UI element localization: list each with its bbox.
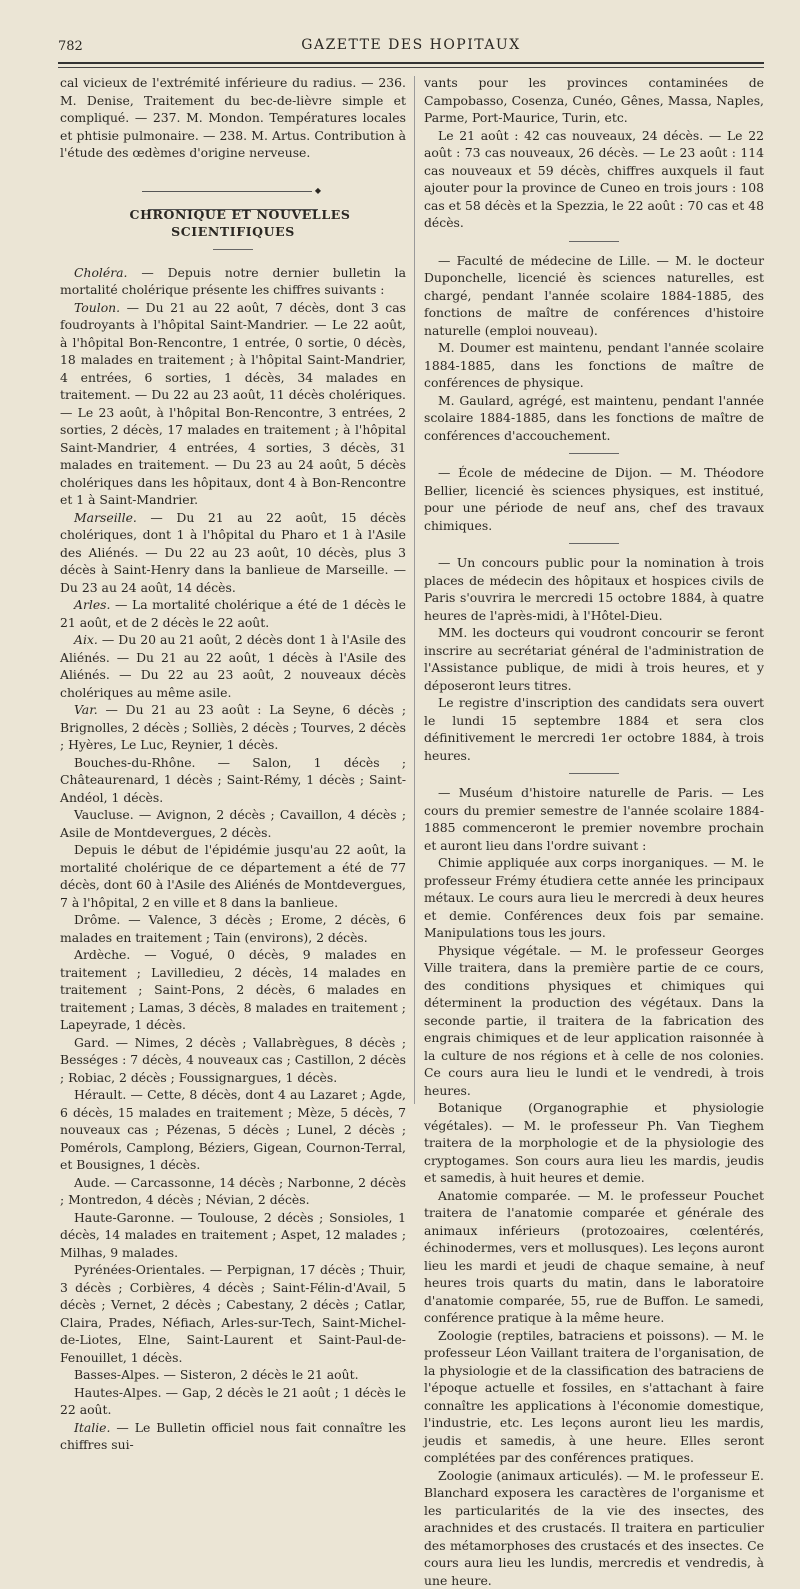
doumer-paragraph: M. Doumer est maintenu, pendant l'année scolaire 1884-1885, dans les fonctions de maître de conférences de physique. [424,339,764,392]
right-column [424,74,764,1104]
marseille-label: Marseille. [74,510,137,525]
depuis-paragraph: Depuis le début de l'épidémie jusqu'au 22 août, la mortalité cholérique de ce département a été de 77 décès, dont 60 à l'Asile des Aliénés de Montdevergues, 7 à l'hôpital, 2 en ville et 8 dans la banlieue. [60,841,406,911]
hautes-alpes-paragraph: Hautes-Alpes. — Gap, 2 décès le 21 août ; 1 décès le 22 août. [60,1384,406,1419]
journal-title: GAZETTE DES HOPITAUX [58,37,764,53]
aix-label: Aix. [74,632,98,647]
header-rule-thin [58,67,764,68]
lille-paragraph: — Faculté de médecine de Lille. — M. le docteur Duponchelle, licencié ès sciences naturelles, est chargé, pendant l'année scolaire 1884-1885, des fonctions de maître de conférences d'histoire naturelle (emploi nouveau). [424,252,764,340]
zoologie-articules-paragraph: Zoologie (animaux articulés). — M. le professeur E. Blanchard exposera les caractères de l'organisme et les particularités de la vie des insectes, des arachnides et des crustacés. Il traitera en particulier des métamorphoses des crustacés et des insectes. Ce cours aura lieu les lundis, mercredis et vendredis, à une heure. [424,1467,764,1589]
toulon-label: Toulon. [74,300,120,315]
physique-vegetale-paragraph: Physique végétale. — M. le professeur Georges Ville traitera, dans la première partie de ce cours, des conditions physiques et chimiques qui déterminent la production des végétaux. Dans la seconde partie, il traitera de la fabrication des engrais chimiques et de leur application raisonnée à la culture de nos régions et à celle de nos colonies. Ce cours aura lieu le lundi et le vendredi, à trois heures. [424,942,764,1100]
news-separator [569,543,619,544]
gard-paragraph: Gard. — Nimes, 2 décès ; Vallabrègues, 8 décès ; Bességes : 7 décès, 4 nouveaux cas ; Castillon, 2 décès ; Robiac, 2 décès ; Foussignargues, 1 décès. [60,1034,406,1087]
column-divider [414,76,415,1104]
ardeche-paragraph: Ardèche. — Vogué, 0 décès, 9 malades en traitement ; Lavilledieu, 2 décès, 14 malades en traitement ; Saint-Pons, 2 décès, 6 malades en traitement ; Lamas, 3 décès, 8 malades en traitement ; Lapeyrade, 1 décès. [60,946,406,1034]
italie-label: Italie. [74,1420,110,1435]
botanique-paragraph: Botanique (Organographie et physiologie végétales). — M. le professeur Ph. Van Tieghem traitera de la morphologie et de la physiologie des cryptogames. Son cours aura lieu les mardis, jeudis et samedis, à huit heures et demie. [424,1099,764,1187]
news-separator [569,773,619,774]
page-header [58,34,764,58]
chimie-paragraph: Chimie appliquée aux corps inorganiques. — M. le professeur Frémy étudiera cette année les principaux métaux. Le cours aura lieu le mercredi à deux heures et demie. Conférences deux fois par semaine. Manipulations tous les jours. [424,854,764,942]
news-separator [569,241,619,242]
basses-alpes-paragraph: Basses-Alpes. — Sisteron, 2 décès le 21 août. [60,1366,406,1384]
concours-paragraph: — Un concours public pour la nomination à trois places de médecin des hôpitaux et hospices civils de Paris s'ouvrira le mercredi 15 octobre 1884, à quatre heures de l'après-midi, à l'Hôtel-Dieu. [424,554,764,624]
aix-paragraph: Aix. — Du 20 au 21 août, 2 décès dont 1 à l'Asile des Aliénés. — Du 21 au 22 août, 1 décès à l'Asile des Aliénés. — Du 22 au 23 août, 2 nouveaux décès cholériques au même asile. [60,631,406,701]
toulon-paragraph: Toulon. — Du 21 au 22 août, 7 décès, dont 3 cas foudroyants à l'hôpital Saint-Mandrier. — Le 22 août, à l'hôpital Bon-Rencontre, 1 entrée, 0 sortie, 0 décès, 18 malades en traitement ; à l'hôpital Saint-Mandrier, 4 entrées, 6 sorties, 1 décès, 34 malades en traitement. — Du 22 au 23 août, 11 décès cholériques. — Le 23 août, à l'hôpital Bon-Rencontre, 3 entrées, 2 sorties, 2 décès, 17 malades en traitement ; à l'hôpital Saint-Mandrier, 4 entrées, 4 sorties, 3 décès, 31 malades en traitement. — Du 23 au 24 août, 5 décès cholériques dans les hôpitaux, dont 4 à Bon-Rencontre et 1 à Saint-Mandrier. [60,299,406,509]
zoologie-reptiles-paragraph: Zoologie (reptiles, batraciens et poissons). — M. le professeur Léon Vaillant traitera de l'organisation, de la physiologie et de la classification des batraciens de l'époque actuelle et fossiles, en s'attachant à faire connaître les applications à l'économie domestique, l'industrie, etc. Les leçons auront lieu les mardis, jeudis et samedis, à une heure. Elles seront complétées par des conférences pratiques. [424,1327,764,1467]
anatomie-paragraph: Anatomie comparée. — M. le professeur Pouchet traitera de l'anatomie comparée et générale des animaux inférieurs (protozoaires, cœlentérés, échinodermes, vers et mollusques). Les leçons auront lieu les mardi et jeudi de chaque semaine, à neuf heures trois quarts du matin, dans le laboratoire d'anatomie comparée, 55, rue de Buffon. Le samedi, conférence pratique à la même heure. [424,1187,764,1327]
arles-label: Arles. [74,597,110,612]
cholera-label: Choléra. [74,265,127,280]
italie-continuation: vants pour les provinces contaminées de Campobasso, Cosenza, Cunéo, Gênes, Massa, Naples, Parme, Port-Maurice, Turin, etc. [424,74,764,127]
var-label: Var. [74,702,98,717]
ornament-divider: ◆ [60,182,406,196]
section-title: CHRONIQUE ET NOUVELLES SCIENTIFIQUES [60,206,406,241]
herault-paragraph: Hérault. — Cette, 8 décès, dont 4 au Lazaret ; Agde, 6 décès, 15 malades en traitement ; Mèze, 5 décès, 7 nouveaux cas ; Pézenas, 5 décès ; Lunel, 2 décès ; Pomérols, Camplong, Béziers, Gigean, Cournon-Terral, et Bousignes, 1 décès. [60,1086,406,1174]
august-figures-paragraph: Le 21 août : 42 cas nouveaux, 24 décès. — Le 22 août : 73 cas nouveaux, 26 décès. — Le 23 août : 114 cas nouveaux et 59 décès, chiffres auxquels il faut ajouter pour la province de Cuneo en trois jours : 108 cas et 58 décès et la Spezzia, le 22 août : 70 cas et 48 décès. [424,127,764,232]
drome-paragraph: Drôme. — Valence, 3 décès ; Erome, 2 décès, 6 malades en traitement ; Tain (environs), 2 décès. [60,911,406,946]
vaucluse-paragraph: Vaucluse. — Avignon, 2 décès ; Cavaillon, 4 décès ; Asile de Montdevergues, 2 décès. [60,806,406,841]
header-rule-thick [58,62,764,64]
registre-paragraph: Le registre d'inscription des candidats sera ouvert le lundi 15 septembre 1884 et sera clos définitivement le mercredi 1er octobre 1884, à trois heures. [424,694,764,764]
italie-paragraph: Italie. — Le Bulletin officiel nous fait connaître les chiffres sui- [60,1419,406,1454]
gaulard-paragraph: M. Gaulard, agrégé, est maintenu, pendant l'année scolaire 1884-1885, dans les fonctions de maître de conférences d'accouchement. [424,392,764,445]
dijon-paragraph: — École de médecine de Dijon. — M. Théodore Bellier, licencié ès sciences physiques, est institué, pour une période de neuf ans, chef des travaux chimiques. [424,464,764,534]
page-number: 782 [58,39,83,54]
bouches-du-rhone-paragraph: Bouches-du-Rhône. — Salon, 1 décès ; Châteaurenard, 1 décès ; Saint-Rémy, 1 décès ; Saint-Andéol, 1 décès. [60,754,406,807]
cholera-paragraph: Choléra. — Depuis notre dernier bulletin la mortalité cholérique présente les chiffres suivants : [60,264,406,299]
arles-paragraph: Arles. — La mortalité cholérique a été de 1 décès le 21 août, et de 2 décès le 22 août. [60,596,406,631]
marseille-paragraph: Marseille. — Du 21 au 22 août, 15 décès cholériques, dont 1 à l'hôpital du Pharo et 1 à l'Asile des Aliénés. — Du 22 au 23 août, 10 décès, plus 3 décès à Saint-Henry dans la banlieue de Marseille. — Du 23 au 24 août, 14 décès. [60,509,406,597]
inscription-paragraph: MM. les docteurs qui voudront concourir se feront inscrire au secrétariat général de l'administration de l'Assistance publique, de midi à trois heures, et y déposeront leurs titres. [424,624,764,694]
short-rule [213,249,253,250]
var-paragraph: Var. — Du 21 au 23 août : La Seyne, 6 décès ; Brignolles, 2 décès ; Solliès, 2 décès ; Tourves, 2 décès ; Hyères, Le Luc, Reynier, 1 décès. [60,701,406,754]
thesis-list-paragraph: cal vicieux de l'extrémité inférieure du radius. — 236. M. Denise, Traitement du bec-de-lièvre simple et compliqué. — 237. M. Mondon. Températures locales et phtisie pulmonaire. — 238. M. Artus. Contribution à l'étude des œdèmes d'origine nerveuse. [60,74,406,162]
aude-paragraph: Aude. — Carcassonne, 14 décès ; Narbonne, 2 décès ; Montredon, 4 décès ; Névian, 2 décès. [60,1174,406,1209]
left-column [60,74,406,1104]
pyrenees-orientales-paragraph: Pyrénées-Orientales. — Perpignan, 17 décès ; Thuir, 3 décès ; Corbières, 4 décès ; Saint-Félin-d'Avail, 5 décès ; Vernet, 2 décès ; Cabestany, 2 décès ; Catlar, Claira, Prades, Néfiach, Arles-sur-Tech, Saint-Michel-de-Liotes, Elne, Saint-Laurent et Saint-Paul-de-Fenouillet, 1 décès. [60,1261,406,1366]
museum-paragraph: — Muséum d'histoire naturelle de Paris. — Les cours du premier semestre de l'année scolaire 1884-1885 commenceront le premier novembre prochain et auront lieu dans l'ordre suivant : [424,784,764,854]
haute-garonne-paragraph: Haute-Garonne. — Toulouse, 2 décès ; Sonsioles, 1 décès, 14 malades en traitement ; Aspet, 12 malades ; Milhas, 9 malades. [60,1209,406,1262]
news-separator [569,453,619,454]
